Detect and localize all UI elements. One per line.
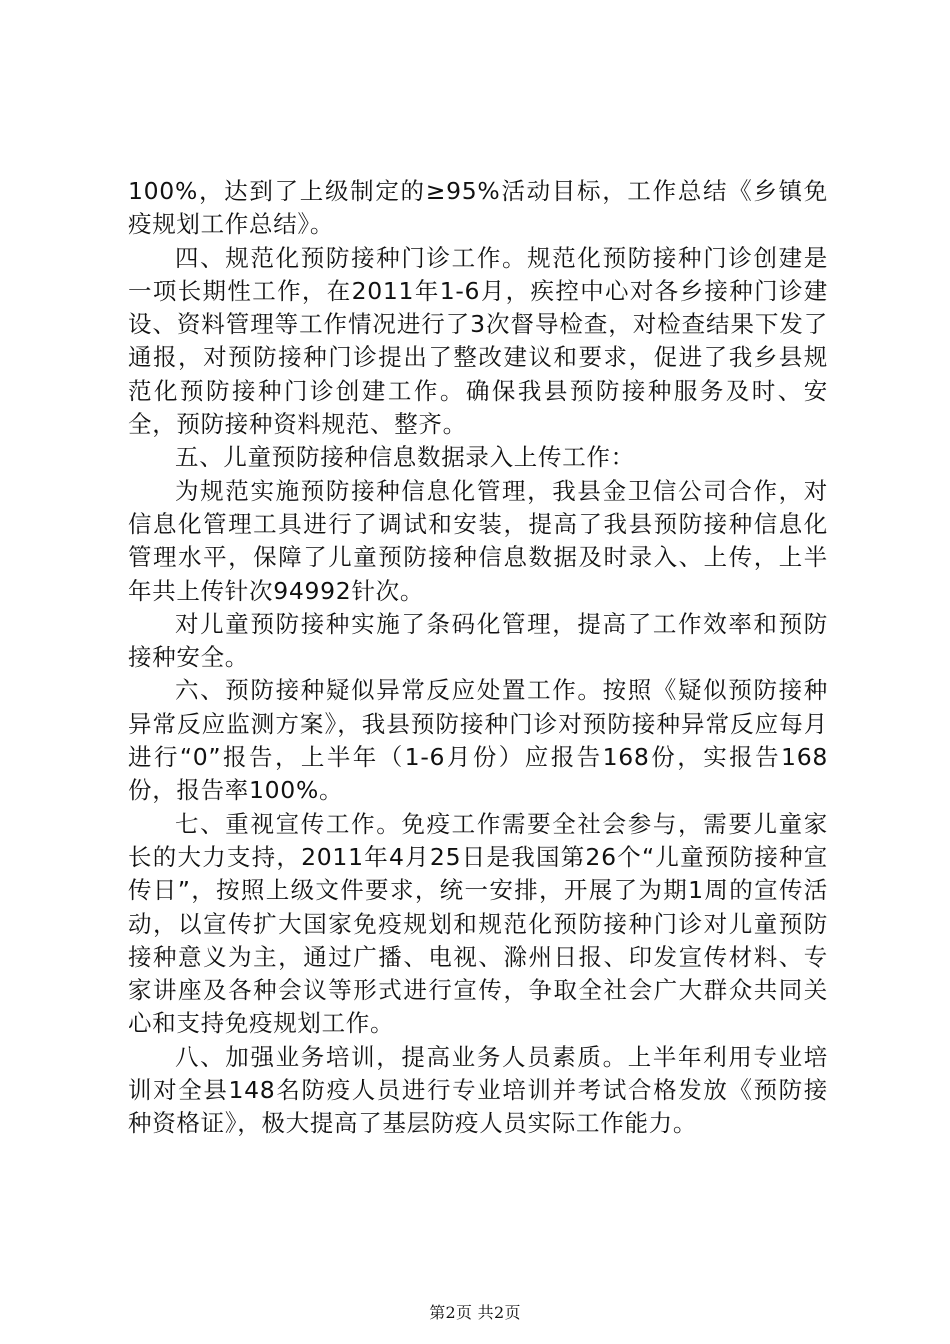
paragraph-continuation: 100%，达到了上级制定的≥95%活动目标，工作总结《乡镇免疫规划工作总结》。 bbox=[128, 177, 828, 239]
paragraph-section-4: 四、规范化预防接种门诊工作。规范化预防接种门诊创建是一项长期性工作，在2011年1-6月，疾控中心对各乡接种门诊建设、资料管理等工作情况进行了3次督导检查，对检查结果下发了通报，对预防接种门诊提出了整改建议和要求，促进了我乡县规范化预防接种门诊创建工作。确保我县预防接种服务及时、安全，预防接种资料规范、整齐。 bbox=[128, 243, 828, 439]
paragraph-section-8: 八、加强业务培训，提高业务人员素质。上半年利用专业培训对全县148名防疫人员进行专业培训并考试合格发放《预防接种资格证》，极大提高了基层防疫人员实际工作能力。 bbox=[128, 1042, 828, 1138]
paragraph-section-5-body: 为规范实施预防接种信息化管理，我县金卫信公司合作，对信息化管理工具进行了调试和安装，提高了我县预防接种信息化管理水平，保障了儿童预防接种信息数据及时录入、上传，上半年共上传针次94992针次。 bbox=[128, 476, 828, 605]
paragraph-section-6: 六、预防接种疑似异常反应处置工作。按照《疑似预防接种异常反应监测方案》，我县预防接种门诊对预防接种异常反应每月进行“0”报告，上半年（1-6月份）应报告168份，实报告168份，报告率100%。 bbox=[128, 676, 828, 805]
paragraph-barcode: 对儿童预防接种实施了条码化管理，提高了工作效率和预防接种安全。 bbox=[128, 609, 828, 672]
paragraph-section-5-heading: 五、儿童预防接种信息数据录入上传工作： bbox=[175, 443, 635, 472]
paragraph-section-7: 七、重视宣传工作。免疫工作需要全社会参与，需要儿童家长的大力支持，2011年4月25日是我国第26个“儿童预防接种宣传日”，按照上级文件要求，统一安排，开展了为期1周的宣传活动，以宣传扩大国家免疫规划和规范化预防接种门诊对儿童预防接种意义为主，通过广播、电视、滁州日报、印发宣传材料、专家讲座及各种会议等形式进行宣传，争取全社会广大群众共同关心和支持免疫规划工作。 bbox=[128, 809, 828, 1038]
page-number-footer: 第2页 共2页 bbox=[429, 1303, 521, 1322]
document-body bbox=[128, 175, 828, 1141]
